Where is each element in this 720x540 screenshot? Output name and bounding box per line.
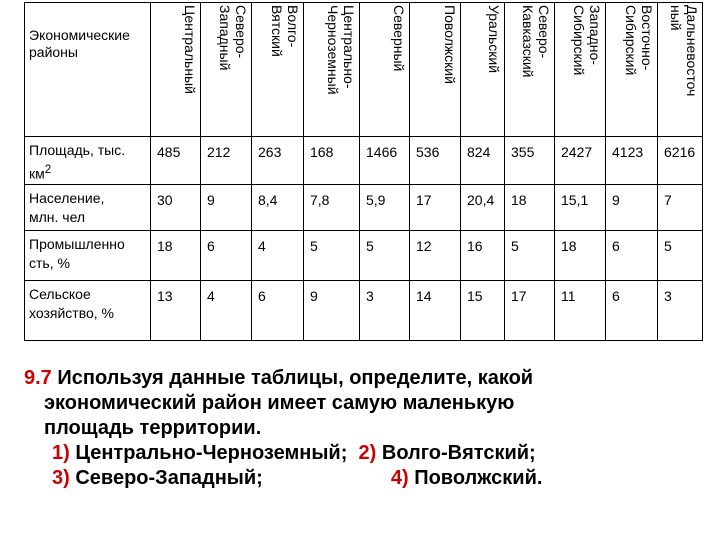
table-cell: 17 [410,184,461,230]
row-label-line2: км [29,165,45,182]
question-line1 [24,366,714,391]
table-cell: 9 [304,280,360,340]
table-cell: 13 [151,280,201,340]
table-cell: 30 [151,184,201,230]
row-label-line1: Население, [29,189,105,206]
answer-number: 2) [358,442,377,464]
question-text-line1: Используя данные таблицы, определите, какой [57,367,534,389]
row-label-superscript: 2 [44,163,52,176]
region-header [151,3,201,137]
table-cell: 4123 [606,137,658,185]
table-cell: 15,1 [555,184,606,230]
corner-label-line2: районы [29,44,78,60]
table-cell: 18 [555,230,606,280]
answer-text: Центрально-Черноземный; [75,442,348,464]
table-cell: 1466 [360,137,410,185]
table-cell: 9 [201,184,252,230]
row-label-line1: Промышленно [29,235,125,252]
table-cell: 485 [151,137,201,185]
table-cell: 5 [658,230,703,280]
table-cell: 6 [606,280,658,340]
row-label [25,184,151,230]
row-label-line1: Площадь, тыс. [29,142,126,158]
table-row-agriculture [25,280,703,340]
table-row-population [25,184,703,230]
table-cell: 5 [360,230,410,280]
table-cell: 4 [201,280,252,340]
region-label: Центрально- Черноземный [325,5,357,95]
corner-label-line1: Экономические [29,27,130,43]
table-cell: 6 [252,280,304,340]
region-header [201,3,252,137]
region-label: Поволжский [442,5,458,84]
region-label: Дальневосточ ный [668,5,700,97]
region-header [410,3,461,137]
region-header [658,3,703,137]
answer-line2 [24,466,714,491]
table-cell: 15 [461,280,505,340]
table-cell: 6 [201,230,252,280]
corner-header [25,3,151,137]
question-text-line2: экономический район имеет самую маленькую [44,392,515,414]
table-cell: 18 [505,184,555,230]
answer-number: 4) [390,467,409,489]
table-cell: 17 [505,280,555,340]
region-label: Северный [391,5,407,72]
table-cell: 11 [555,280,606,340]
region-label: Центральный [182,5,198,94]
table-cell: 6216 [658,137,703,185]
table-row-industry [25,230,703,280]
region-header [555,3,606,137]
table-row-area [25,137,703,185]
table-cell: 2427 [555,137,606,185]
table-cell: 20,4 [461,184,505,230]
table-cell: 263 [252,137,304,185]
row-label-line1: Сельское [29,285,91,302]
region-label: Северо- Западный [217,5,249,71]
table-cell: 355 [505,137,555,185]
answer-text: Волго-Вятский; [381,442,536,464]
region-header [505,3,555,137]
table-cell: 14 [410,280,461,340]
row-label [25,230,151,280]
table-cell: 5 [304,230,360,280]
table-cell: 6 [606,230,658,280]
region-header [252,3,304,137]
table-cell: 536 [410,137,461,185]
region-header [461,3,505,137]
region-header [360,3,410,137]
table-cell: 16 [461,230,505,280]
region-label: Уральский [486,5,502,74]
row-label [25,280,151,340]
table-cell: 4 [252,230,304,280]
table-cell: 8,4 [252,184,304,230]
region-header [304,3,360,137]
region-header [606,3,658,137]
region-label: Восточно- Сибирский [623,5,655,76]
answer-number: 3) [52,467,70,489]
economic-regions-table [24,2,703,341]
table-cell: 7,8 [304,184,360,230]
question-block [24,366,714,491]
answer-text: Северо-Западный; [75,467,263,489]
answer-number: 1) [52,442,70,464]
table-cell: 168 [304,137,360,185]
table-cell: 18 [151,230,201,280]
row-label-line2: сть, % [29,254,70,271]
row-label-line2: млн. чел [29,208,86,225]
region-label: Западно- Сибирский [571,5,603,76]
region-label: Волго- Вятский [269,5,301,57]
table-cell: 3 [360,280,410,340]
table-cell: 5,9 [360,184,410,230]
table-cell: 9 [606,184,658,230]
answer-text: Поволжский. [414,467,543,489]
answer-line1 [24,441,714,466]
question-text-line3: площадь территории. [44,417,262,439]
table-cell: 7 [658,184,703,230]
table-cell: 12 [410,230,461,280]
table-cell: 3 [658,280,703,340]
question-number: 9.7 [24,367,52,389]
table-cell: 5 [505,230,555,280]
table-cell: 212 [201,137,252,185]
header-row [25,3,703,137]
row-label [25,137,151,185]
row-label-line2: хозяйство, % [29,304,114,321]
table-cell: 824 [461,137,505,185]
region-label: Северо- Кавказский [520,5,552,78]
